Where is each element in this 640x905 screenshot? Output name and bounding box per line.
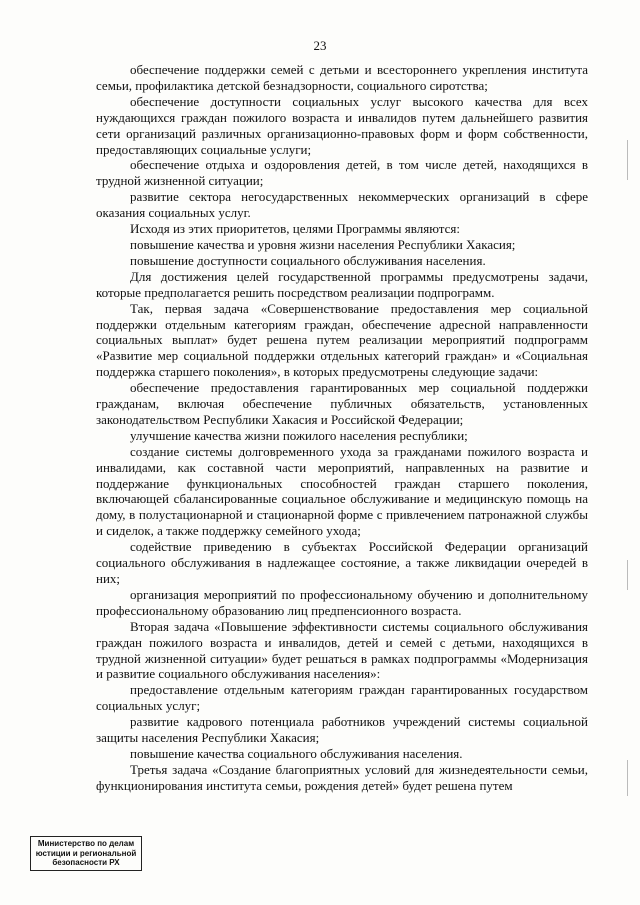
paragraph: развитие сектора негосударственных некоммерческих организаций в сфере оказания социальных услуг. bbox=[96, 189, 588, 221]
scan-margin-mark bbox=[627, 760, 628, 796]
paragraph: обеспечение предоставления гарантированных мер социальной поддержки гражданам, включая обеспечение публичных обязательств, установленных законодательством Республики Хакасия и Российской Федерации; bbox=[96, 380, 588, 427]
page-number: 23 bbox=[313, 38, 327, 53]
paragraph: повышение доступности социального обслуживания населения. bbox=[130, 252, 486, 268]
paragraph: Вторая задача «Повышение эффективности системы социального обслуживания граждан пожилого возраста и инвалидов, детей и семей с детьми, находящихся в трудной жизненной ситуации» будет решаться в рамках подпрограммы «Модернизация и развитие социального обслуживания населения»: bbox=[96, 618, 588, 682]
paragraph: Исходя из этих приоритетов, целями Программы являются: bbox=[130, 221, 460, 237]
paragraph: Третья задача «Создание благоприятных условий для жизнедеятельности семьи, функционирования института семьи, рождения детей» будет решена путем bbox=[96, 761, 588, 793]
paragraph: создание системы долговременного ухода за гражданами пожилого возраста и инвалидами, как составной части мероприятий, направленных на развитие и поддержание функциональных способностей граждан старшего поколения, включающей сбалансированные социальное обслуживание и медицинскую помощь на дому, в полустационарной и стационарной форме с привлечением патронажной службы и сиделок, а также поддержку семейного ухода; bbox=[96, 443, 588, 539]
paragraph: обеспечение поддержки семей с детьми и всестороннего укрепления института семьи, профилактика детской безнадзорности, социального сиротства; bbox=[96, 62, 588, 93]
scan-margin-mark bbox=[627, 140, 628, 180]
paragraph: Так, первая задача «Совершенствование предоставления мер социальной поддержки отдельным категориям граждан, обеспечение адресной направленности социальных выплат» будет решена путем реализации мероприятий подпрограмм «Развитие мер социальной поддержки отдельных категорий граждан» и «Социальная поддержка старшего поколения», в которых предусмотрены следующие задачи: bbox=[96, 300, 588, 380]
paragraph: улучшение качества жизни пожилого населения республики; bbox=[130, 427, 468, 443]
paragraph: обеспечение доступности социальных услуг высокого качества для всех нуждающихся граждан пожилого возраста и инвалидов путем дальнейшего развития сети организаций различных организационно-правовых форм и форм собственности, предоставляющих социальные услуги; bbox=[96, 93, 588, 157]
paragraph: организация мероприятий по профессиональному обучению и дополнительному профессиональному образованию лиц предпенсионного возраста. bbox=[96, 586, 588, 618]
stamp-line: Министерство по делам bbox=[37, 839, 135, 848]
paragraph: развитие кадрового потенциала работников учреждений системы социальной защиты населения Республики Хакасия; bbox=[96, 714, 588, 746]
stamp-line: юстиции и региональной bbox=[35, 848, 137, 858]
paragraph: содействие приведению в субъектах Российской Федерации организаций социального обслуживания в надлежащее состояние, а также ликвидации очередей в них; bbox=[96, 539, 588, 586]
paragraph: повышение качества социального обслуживания населения. bbox=[130, 745, 463, 761]
stamp-line: безопасности РХ bbox=[52, 858, 120, 867]
paragraph: обеспечение отдыха и оздоровления детей, в том числе детей, находящихся в трудной жизненной ситуации; bbox=[96, 157, 588, 189]
paragraph: предоставление отдельным категориям граждан гарантированных государством социальных услуг; bbox=[96, 682, 588, 714]
document-body bbox=[96, 62, 588, 794]
paragraph: повышение качества и уровня жизни населения Республики Хакасия; bbox=[130, 236, 516, 252]
ministry-stamp bbox=[30, 836, 142, 871]
scan-margin-mark bbox=[627, 560, 628, 590]
paragraph: Для достижения целей государственной программы предусмотрены задачи, которые предполагается решить посредством реализации подпрограмм. bbox=[96, 268, 588, 300]
